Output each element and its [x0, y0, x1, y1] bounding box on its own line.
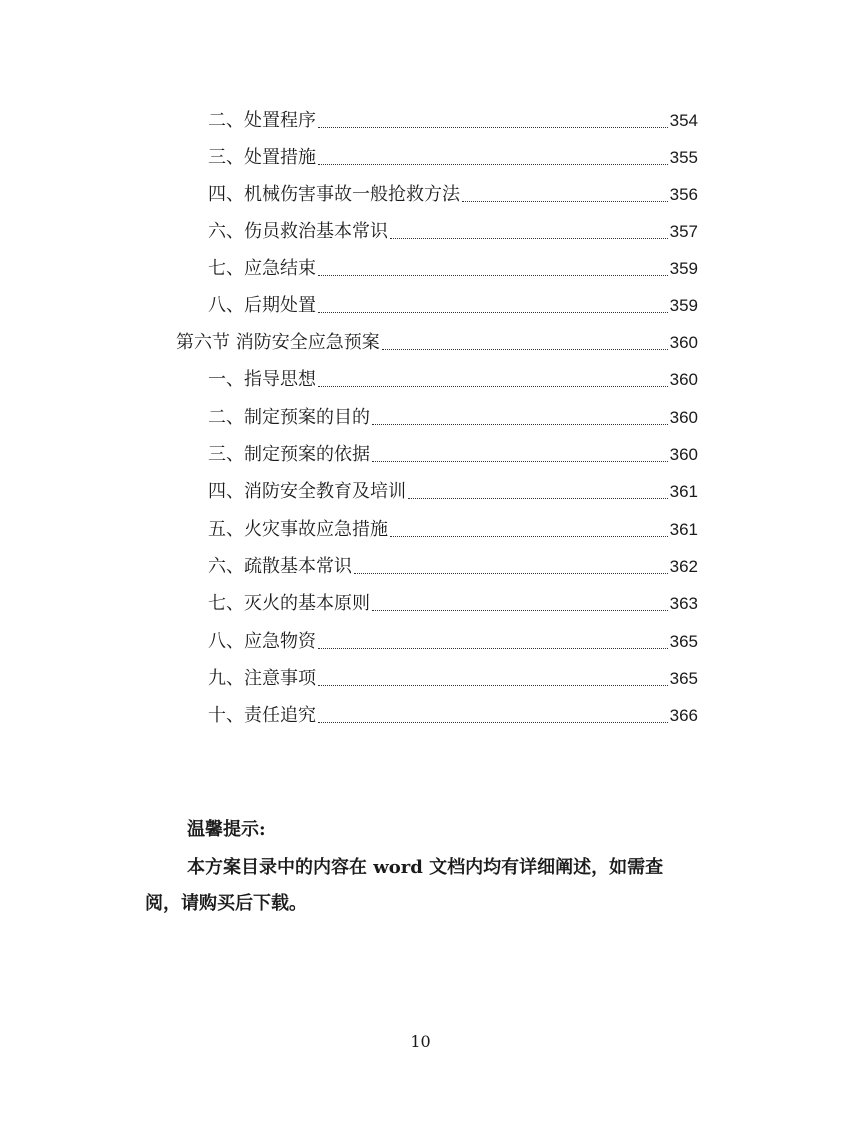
tip-body: 本方案目录中的内容在 word 文档内均有详细阐述，如需查阅，请购买后下载。 — [145, 857, 664, 914]
toc-entry[interactable] — [208, 624, 698, 660]
toc-dot-leader — [318, 385, 668, 387]
toc-entry-page: 356 — [669, 185, 698, 204]
toc-entry-page: 354 — [669, 111, 698, 130]
toc-dot-leader — [390, 535, 668, 537]
toc-entry-title: 六、疏散基本常识 — [208, 556, 352, 577]
toc-entry-page: 359 — [669, 259, 698, 278]
toc-entry-title: 四、机械伤害事故一般抢救方法 — [208, 184, 460, 205]
toc-entry-title: 一、指导思想 — [208, 369, 316, 390]
toc-dot-leader — [354, 572, 668, 574]
toc-dot-leader — [318, 684, 668, 686]
toc-entry-page: 355 — [669, 148, 698, 167]
toc-entry-title: 三、处置措施 — [208, 147, 316, 168]
toc-entry[interactable] — [208, 474, 698, 510]
toc-entry[interactable] — [208, 140, 698, 176]
toc-entry[interactable] — [208, 400, 698, 436]
toc-entry[interactable] — [208, 362, 698, 398]
toc-dot-leader — [390, 237, 668, 239]
toc-dot-leader — [318, 721, 668, 723]
toc-entry-page: 359 — [669, 296, 698, 315]
toc-entry-title: 七、应急结束 — [208, 258, 316, 279]
toc-entry-page: 360 — [669, 445, 698, 464]
toc-entry-page: 365 — [669, 669, 698, 688]
toc-entry-page: 357 — [669, 222, 698, 241]
toc-entry[interactable] — [208, 512, 698, 548]
toc-entry[interactable] — [208, 698, 698, 734]
toc-entry-title: 第六节 消防安全应急预案 — [176, 332, 380, 353]
toc-entry[interactable] — [208, 661, 698, 697]
toc-entry[interactable] — [208, 214, 698, 250]
toc-dot-leader — [372, 609, 668, 611]
toc-entry-title: 七、灭火的基本原则 — [208, 593, 370, 614]
toc-dot-leader — [318, 274, 668, 276]
toc-dot-leader — [372, 460, 668, 462]
toc-entry[interactable] — [208, 437, 698, 473]
toc-entry-title: 八、后期处置 — [208, 295, 316, 316]
toc-entry[interactable] — [208, 177, 698, 213]
page-number: 10 — [410, 1032, 431, 1051]
toc-entry-page: 365 — [669, 632, 698, 651]
toc-entry-page: 361 — [669, 482, 698, 501]
toc-entry-page: 362 — [669, 557, 698, 576]
toc-entry-page: 360 — [669, 370, 698, 389]
toc-entry-page: 360 — [669, 408, 698, 427]
toc-dot-leader — [462, 200, 668, 202]
toc-dot-leader — [318, 647, 668, 649]
toc-entry[interactable] — [208, 288, 698, 324]
toc-entry-title: 五、火灾事故应急措施 — [208, 519, 388, 540]
toc-entry-title: 二、处置程序 — [208, 110, 316, 131]
toc-dot-leader — [382, 348, 668, 350]
toc-entry-title: 八、应急物资 — [208, 631, 316, 652]
toc-entry-title: 二、制定预案的目的 — [208, 407, 370, 428]
toc-section-entry[interactable] — [176, 325, 698, 361]
toc-entry-title: 十、责任追究 — [208, 705, 316, 726]
toc-entry-page: 361 — [669, 520, 698, 539]
toc-entry-title: 六、伤员救治基本常识 — [208, 221, 388, 242]
toc-dot-leader — [408, 497, 668, 499]
toc-entry-page: 363 — [669, 594, 698, 613]
toc-entry[interactable] — [208, 251, 698, 287]
toc-dot-leader — [318, 163, 668, 165]
toc-entry[interactable] — [208, 549, 698, 585]
toc-entry-title: 三、制定预案的依据 — [208, 444, 370, 465]
toc-entry[interactable] — [208, 103, 698, 139]
toc-entry-title: 四、消防安全教育及培训 — [208, 481, 406, 502]
toc-entry-title: 九、注意事项 — [208, 668, 316, 689]
tip-title: 温馨提示: — [187, 819, 266, 840]
toc-entry-page: 366 — [669, 706, 698, 725]
toc-dot-leader — [318, 126, 668, 128]
toc-dot-leader — [372, 423, 668, 425]
toc-entry[interactable] — [208, 586, 698, 622]
toc-entry-page: 360 — [669, 333, 698, 352]
toc-dot-leader — [318, 311, 668, 313]
